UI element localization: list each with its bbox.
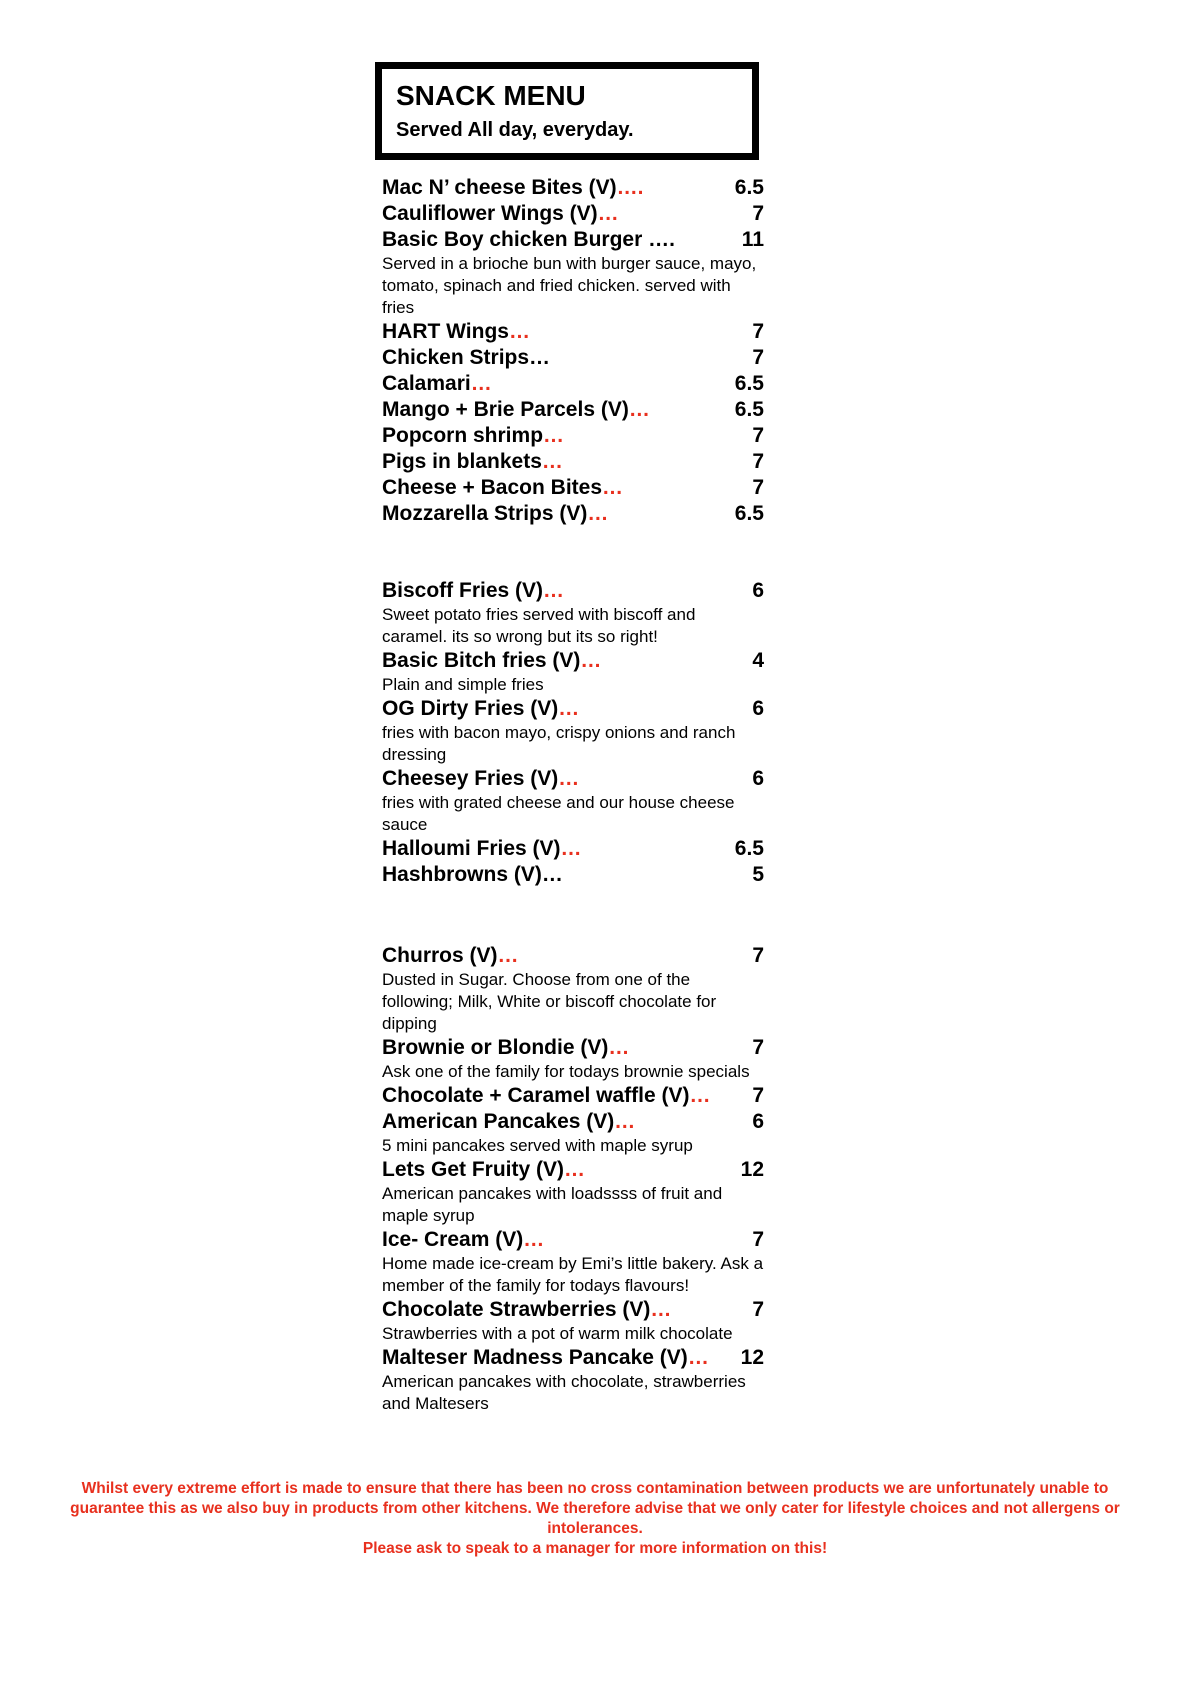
menu-item-name: OG Dirty Fries (V)	[382, 697, 559, 720]
menu-item-header	[382, 1157, 764, 1183]
menu-item	[382, 201, 764, 227]
menu-item-name: Lets Get Fruity (V)	[382, 1158, 565, 1181]
menu-item-price: 7	[752, 202, 764, 225]
menu-item-description: fries with bacon mayo, crispy onions and ranch dressing	[382, 723, 736, 764]
menu-item-header	[382, 371, 764, 397]
menu-item-name: Chicken Strips…	[382, 346, 551, 369]
menu-item	[382, 578, 764, 648]
menu-item	[382, 175, 764, 201]
menu-item-name: Mac N’ cheese Bites (V)	[382, 176, 617, 199]
menu-item-description: Home made ice-cream by Emi’s little bakery. Ask a member of the family for todays flavours!	[382, 1254, 764, 1295]
menu-item-price: 7	[752, 346, 764, 369]
menu-item-name: Ice- Cream (V)	[382, 1228, 524, 1251]
menu-item-name: Halloumi Fries (V)	[382, 837, 561, 860]
menu-item-name: Churros (V)	[382, 944, 498, 967]
menu-item-header	[382, 1083, 764, 1109]
menu-item-description: American pancakes with loadssss of fruit and maple syrup	[382, 1184, 723, 1225]
menu-item-leader-dots: …	[497, 944, 519, 967]
menu-item-header	[382, 1227, 764, 1253]
menu-item-header	[382, 836, 764, 862]
menu-item-price: 7	[752, 1298, 764, 1321]
menu-item	[382, 371, 764, 397]
menu-item-price: 11	[741, 228, 764, 251]
menu-item	[382, 943, 764, 1035]
menu-item	[382, 1083, 764, 1109]
menu-item-leader-dots: …	[558, 767, 580, 790]
menu-item-description: Sweet potato fries served with biscoff and caramel. its so wrong but its so right!	[382, 605, 696, 646]
menu-item	[382, 1035, 764, 1083]
menu-item-header	[382, 862, 764, 888]
allergen-disclaimer	[60, 1479, 1130, 1559]
menu-item-leader-dots: …	[470, 372, 492, 395]
menu-item-name: Basic Bitch fries (V)	[382, 649, 581, 672]
menu-item-price: 6	[752, 1110, 764, 1133]
menu-item	[382, 696, 764, 766]
menu-item-leader-dots: …	[597, 202, 619, 225]
menu-item	[382, 345, 764, 371]
menu-item-name: Chocolate Strawberries (V)	[382, 1298, 651, 1321]
menu-item	[382, 449, 764, 475]
menu-item-price: 7	[752, 476, 764, 499]
menu-item	[382, 862, 764, 888]
menu-item-leader-dots: …	[687, 1346, 709, 1369]
menu-item-price: 12	[740, 1158, 764, 1181]
menu-item-header	[382, 227, 764, 253]
menu-section-fries	[382, 578, 764, 888]
menu-item-price: 6	[752, 767, 764, 790]
menu-item-description: fries with grated cheese and our house cheese sauce	[382, 793, 735, 834]
menu-item-header	[382, 578, 764, 604]
disclaimer-cta: Please ask to speak to a manager for more information on this!	[362, 1540, 828, 1557]
menu-item-price: 6.5	[734, 176, 764, 199]
menu-item	[382, 475, 764, 501]
menu-item-header	[382, 1297, 764, 1323]
disclaimer-text: Whilst every extreme effort is made to ensure that there has been no cross contamination between products we are unfortunately unable to guarantee this as we also buy in products from other kitchens. We therefore advise that we only cater for lifestyle choices and not allergens or intolerances.	[70, 1480, 1120, 1537]
menu-item-header	[382, 319, 764, 345]
menu-item-leader-dots: …	[628, 398, 650, 421]
menu-item-leader-dots: …	[564, 1158, 586, 1181]
menu-section-snacks	[382, 175, 764, 527]
menu-item-header	[382, 345, 764, 371]
menu-item-description: Dusted in Sugar. Choose from one of the following; Milk, White or biscoff chocolate for dipping	[382, 970, 717, 1033]
menu-item-header	[382, 501, 764, 527]
menu-item-name: Pigs in blankets	[382, 450, 542, 473]
menu-item-header	[382, 696, 764, 722]
menu-item-leader-dots: …	[523, 1228, 545, 1251]
menu-item-price: 6.5	[734, 502, 764, 525]
menu-item-price: 5	[752, 863, 764, 886]
menu-item-leader-dots: …	[543, 579, 565, 602]
menu-item-leader-dots: …	[543, 424, 565, 447]
menu-item-price: 6	[752, 697, 764, 720]
menu-item-name: HART Wings	[382, 320, 509, 343]
menu-item-price: 7	[752, 1084, 764, 1107]
menu-item	[382, 397, 764, 423]
menu-item-leader-dots: …	[508, 320, 530, 343]
menu-item-description: Strawberries with a pot of warm milk chocolate	[382, 1324, 733, 1343]
menu-item-name: Mango + Brie Parcels (V)	[382, 398, 629, 421]
menu-item-name: Calamari	[382, 372, 471, 395]
menu-item-leader-dots: …	[614, 1110, 636, 1133]
menu-item-leader-dots: …	[587, 502, 609, 525]
menu-title: SNACK MENU	[396, 80, 586, 111]
menu-item	[382, 1227, 764, 1297]
menu-item-price: 4	[752, 649, 764, 672]
menu-item-price: 12	[740, 1346, 764, 1369]
menu-item-header	[382, 1035, 764, 1061]
menu-item-leader-dots: …	[558, 697, 580, 720]
menu-item-leader-dots: …	[689, 1084, 711, 1107]
menu-item-header	[382, 1345, 764, 1371]
menu-item-leader-dots: …	[560, 837, 582, 860]
menu-item-price: 7	[752, 944, 764, 967]
menu-item-price: 6.5	[734, 398, 764, 421]
menu-item-leader-dots: …	[602, 476, 624, 499]
menu-item	[382, 319, 764, 345]
menu-item-description: Served in a brioche bun with burger sauce, mayo, tomato, spinach and fried chicken. served with fries	[382, 254, 757, 317]
menu-item	[382, 766, 764, 836]
menu-item-header	[382, 423, 764, 449]
menu-item-name: Cheese + Bacon Bites	[382, 476, 603, 499]
menu-item-name: Malteser Madness Pancake (V)	[382, 1346, 688, 1369]
menu-item-leader-dots: …	[608, 1036, 630, 1059]
menu-item-name: Hashbrowns (V)…	[382, 863, 563, 886]
menu-item-price: 6.5	[734, 372, 764, 395]
menu-item-name: Brownie or Blondie (V)	[382, 1036, 609, 1059]
menu-section-desserts	[382, 943, 764, 1415]
menu-item-price: 6	[752, 579, 764, 602]
menu-item-name: Mozzarella Strips (V)	[382, 502, 588, 525]
menu-item-leader-dots: …	[580, 649, 602, 672]
menu-item-description: 5 mini pancakes served with maple syrup	[382, 1136, 693, 1155]
menu-item	[382, 1157, 764, 1227]
menu-item-leader-dots: …	[541, 450, 563, 473]
menu-item	[382, 423, 764, 449]
menu-item-header	[382, 766, 764, 792]
menu-item-price: 7	[752, 450, 764, 473]
menu-item-header	[382, 449, 764, 475]
menu-subtitle: Served All day, everyday.	[396, 119, 634, 141]
menu-item-name: Cauliflower Wings (V)	[382, 202, 598, 225]
menu-item-price: 7	[752, 1228, 764, 1251]
menu-item	[382, 501, 764, 527]
menu-header-box	[375, 62, 759, 160]
menu-item-price: 7	[752, 1036, 764, 1059]
menu-item-header	[382, 1109, 764, 1135]
menu-item-header	[382, 175, 764, 201]
menu-item-description: Ask one of the family for todays brownie specials	[382, 1062, 750, 1081]
menu-item-header	[382, 201, 764, 227]
menu-item-leader-dots: …	[650, 1298, 672, 1321]
menu-item-name: Popcorn shrimp	[382, 424, 544, 447]
menu-item-description: American pancakes with chocolate, strawberries and Maltesers	[382, 1372, 746, 1413]
menu-item-price: 7	[752, 320, 764, 343]
menu-item-name: Biscoff Fries (V)	[382, 579, 544, 602]
menu-item-header	[382, 648, 764, 674]
menu-item-description: Plain and simple fries	[382, 675, 544, 694]
menu-item	[382, 227, 764, 319]
menu-item-price: 7	[752, 424, 764, 447]
menu-item-name: American Pancakes (V)	[382, 1110, 615, 1133]
menu-item	[382, 648, 764, 696]
menu-item	[382, 1345, 764, 1415]
menu-item-header	[382, 397, 764, 423]
menu-item-header	[382, 475, 764, 501]
menu-item-name: Cheesey Fries (V)	[382, 767, 559, 790]
menu-item	[382, 1109, 764, 1157]
menu-item-name: Chocolate + Caramel waffle (V)	[382, 1084, 690, 1107]
menu-item-header	[382, 943, 764, 969]
menu-item	[382, 1297, 764, 1345]
menu-item-leader-dots: ….	[616, 176, 644, 199]
menu-item	[382, 836, 764, 862]
menu-item-name: Basic Boy chicken Burger ….	[382, 228, 675, 251]
menu-item-price: 6.5	[734, 837, 764, 860]
